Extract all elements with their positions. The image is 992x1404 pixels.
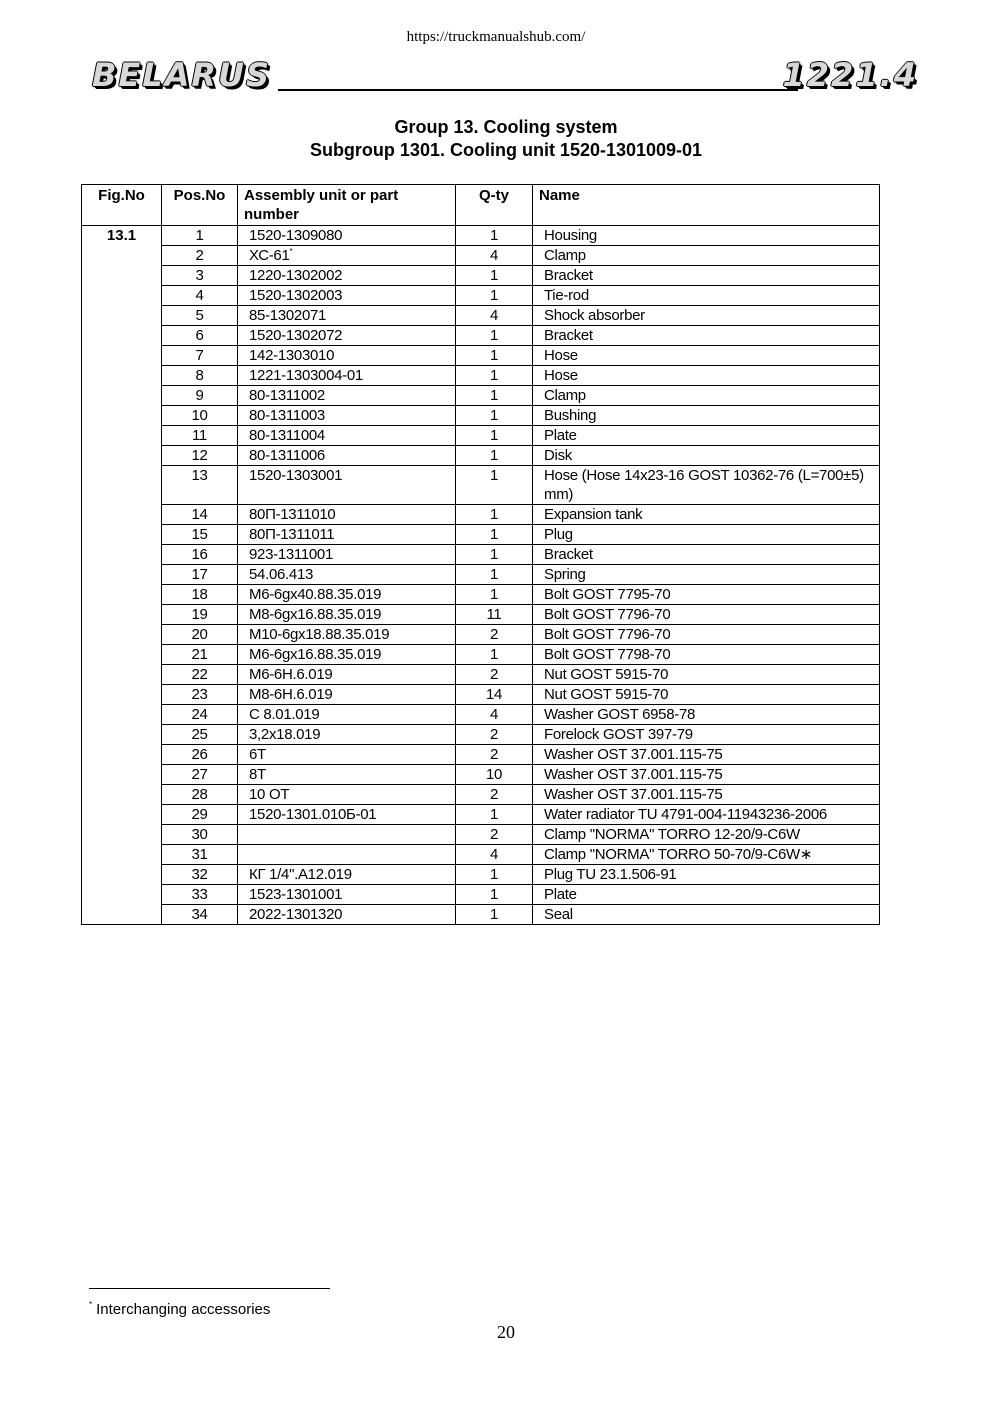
- footnote: [89, 1300, 270, 1318]
- qty-cell: 1: [456, 326, 533, 346]
- part-number-cell: [238, 905, 456, 925]
- name-cell: Plug: [533, 525, 880, 545]
- part-number-cell: [238, 825, 456, 845]
- part-number: 80П-1311010: [249, 506, 336, 523]
- name-cell: Bolt GOST 7795-70: [533, 585, 880, 605]
- name-cell: Bracket: [533, 266, 880, 286]
- table-row: [82, 685, 880, 705]
- part-number-cell: [238, 665, 456, 685]
- part-number-cell: [238, 326, 456, 346]
- table-row: [82, 266, 880, 286]
- table-row: [82, 785, 880, 805]
- brand-logo: BELARUS: [92, 56, 272, 94]
- part-number-cell: [238, 346, 456, 366]
- name-cell: Bolt GOST 7796-70: [533, 605, 880, 625]
- part-number-cell: [238, 685, 456, 705]
- qty-cell: 14: [456, 685, 533, 705]
- pos-cell: 9: [162, 386, 238, 406]
- pos-cell: 13: [162, 466, 238, 505]
- part-number-cell: [238, 366, 456, 386]
- pos-cell: 17: [162, 565, 238, 585]
- name-cell: Housing: [533, 226, 880, 246]
- name-cell: Seal: [533, 905, 880, 925]
- part-number-cell: [238, 446, 456, 466]
- part-number-cell: [238, 565, 456, 585]
- pos-cell: 19: [162, 605, 238, 625]
- name-cell: Bolt GOST 7796-70: [533, 625, 880, 645]
- pos-cell: 11: [162, 426, 238, 446]
- qty-cell: 1: [456, 565, 533, 585]
- pos-cell: 16: [162, 545, 238, 565]
- table-row: [82, 865, 880, 885]
- name-cell: Washer OST 37.001.115-75: [533, 785, 880, 805]
- table-row: [82, 505, 880, 525]
- qty-cell: 2: [456, 725, 533, 745]
- table-row: [82, 466, 880, 505]
- part-number: 1520-1302072: [249, 327, 343, 344]
- table-row: [82, 226, 880, 246]
- name-cell: Disk: [533, 446, 880, 466]
- qty-cell: 1: [456, 446, 533, 466]
- part-number-cell: [238, 386, 456, 406]
- name-cell: Clamp: [533, 246, 880, 266]
- part-number: 54.06.413: [249, 566, 314, 583]
- name-cell: Washer GOST 6958-78: [533, 705, 880, 725]
- name-cell: Tie-rod: [533, 286, 880, 306]
- table-row: [82, 805, 880, 825]
- name-cell: Washer OST 37.001.115-75: [533, 765, 880, 785]
- pos-cell: 29: [162, 805, 238, 825]
- footnote-rule: [89, 1288, 330, 1289]
- table-row: [82, 845, 880, 865]
- pos-cell: 1: [162, 226, 238, 246]
- name-cell: Washer OST 37.001.115-75: [533, 745, 880, 765]
- name-cell: Hose: [533, 366, 880, 386]
- name-cell: Spring: [533, 565, 880, 585]
- col-header-part: Assembly unit or part number: [238, 185, 456, 226]
- pos-cell: 14: [162, 505, 238, 525]
- page-number: 20: [497, 1322, 515, 1342]
- footnote-mark: *: [89, 1300, 93, 1309]
- name-cell: Hose: [533, 346, 880, 366]
- part-number: 1520-1301.010Б-01: [249, 806, 377, 823]
- table-header-row: [82, 185, 880, 226]
- group-title: Group 13. Cooling system: [394, 117, 618, 137]
- pos-cell: 31: [162, 845, 238, 865]
- part-number: М6-6gх40.88.35.019: [249, 586, 382, 603]
- name-cell: Clamp: [533, 386, 880, 406]
- table-row: [82, 525, 880, 545]
- part-number-cell: [238, 505, 456, 525]
- part-number: М8-6gх16.88.35.019: [249, 606, 382, 623]
- fig-number-cell: 13.1: [82, 226, 162, 925]
- qty-cell: 1: [456, 885, 533, 905]
- name-cell: Nut GOST 5915-70: [533, 685, 880, 705]
- pos-cell: 28: [162, 785, 238, 805]
- part-number: 80-1311004: [249, 427, 325, 444]
- pos-cell: 3: [162, 266, 238, 286]
- part-number: 6Т: [249, 746, 266, 763]
- name-cell: Forelock GOST 397-79: [533, 725, 880, 745]
- pos-cell: 34: [162, 905, 238, 925]
- table-row: [82, 246, 880, 266]
- part-number-cell: [238, 805, 456, 825]
- pos-cell: 25: [162, 725, 238, 745]
- qty-cell: 1: [456, 386, 533, 406]
- pos-cell: 5: [162, 306, 238, 326]
- qty-cell: 2: [456, 825, 533, 845]
- part-number-cell: [238, 545, 456, 565]
- qty-cell: 1: [456, 406, 533, 426]
- name-cell: Plate: [533, 426, 880, 446]
- pos-cell: 12: [162, 446, 238, 466]
- table-row: [82, 306, 880, 326]
- qty-cell: 1: [456, 286, 533, 306]
- qty-cell: 1: [456, 585, 533, 605]
- footnote-text: Interchanging accessories: [96, 1301, 271, 1318]
- footnote-marker: *: [289, 247, 293, 256]
- table-row: [82, 446, 880, 466]
- pos-cell: 33: [162, 885, 238, 905]
- part-number-cell: [238, 885, 456, 905]
- table-row: [82, 326, 880, 346]
- table-row: [82, 765, 880, 785]
- qty-cell: 2: [456, 785, 533, 805]
- qty-cell: 1: [456, 505, 533, 525]
- name-cell: Water radiator TU 4791-004-11943236-2006: [533, 805, 880, 825]
- table-row: [82, 286, 880, 306]
- parts-table-body: [82, 226, 880, 925]
- pos-cell: 7: [162, 346, 238, 366]
- table-row: [82, 366, 880, 386]
- name-cell: Clamp "NORMA" TORRO 12-20/9-C6W: [533, 825, 880, 845]
- table-row: [82, 725, 880, 745]
- pos-cell: 8: [162, 366, 238, 386]
- qty-cell: 1: [456, 226, 533, 246]
- header-rule: [278, 89, 798, 91]
- part-number-cell: [238, 785, 456, 805]
- part-number-cell: [238, 765, 456, 785]
- pos-cell: 24: [162, 705, 238, 725]
- pos-cell: 15: [162, 525, 238, 545]
- pos-cell: 10: [162, 406, 238, 426]
- table-row: [82, 645, 880, 665]
- name-cell: Plug TU 23.1.506-91: [533, 865, 880, 885]
- part-number: М8-6Н.6.019: [249, 686, 333, 703]
- table-row: [82, 386, 880, 406]
- table-row: [82, 665, 880, 685]
- table-row: [82, 426, 880, 446]
- part-number-cell: [238, 226, 456, 246]
- pos-cell: 18: [162, 585, 238, 605]
- part-number-cell: [238, 466, 456, 505]
- source-url[interactable]: https://truckmanualshub.com/: [406, 29, 586, 45]
- pos-cell: 32: [162, 865, 238, 885]
- pos-cell: 20: [162, 625, 238, 645]
- table-row: [82, 605, 880, 625]
- qty-cell: 1: [456, 266, 533, 286]
- part-number: 80-1311003: [249, 407, 325, 424]
- qty-cell: 1: [456, 346, 533, 366]
- name-cell: Shock absorber: [533, 306, 880, 326]
- qty-cell: 1: [456, 865, 533, 885]
- part-number: 2022-1301320: [249, 906, 343, 923]
- qty-cell: 2: [456, 625, 533, 645]
- name-cell: Nut GOST 5915-70: [533, 665, 880, 685]
- table-row: [82, 745, 880, 765]
- part-number-cell: [238, 725, 456, 745]
- table-row: [82, 625, 880, 645]
- part-number: КГ 1/4".А12.019: [249, 866, 352, 883]
- pos-cell: 30: [162, 825, 238, 845]
- qty-cell: 4: [456, 845, 533, 865]
- pos-cell: 22: [162, 665, 238, 685]
- part-number: 1221-1303004-01: [249, 367, 363, 384]
- qty-cell: 1: [456, 545, 533, 565]
- part-number: 85-1302071: [249, 307, 327, 324]
- part-number: 80П-1311011: [249, 526, 335, 543]
- table-row: [82, 905, 880, 925]
- part-number-cell: [238, 406, 456, 426]
- pos-cell: 23: [162, 685, 238, 705]
- qty-cell: 1: [456, 645, 533, 665]
- part-number: 1220-1302002: [249, 267, 343, 284]
- part-number-cell: [238, 865, 456, 885]
- table-row: [82, 346, 880, 366]
- qty-cell: 1: [456, 426, 533, 446]
- part-number-cell: [238, 705, 456, 725]
- qty-cell: 2: [456, 665, 533, 685]
- part-number: 1520-1303001: [249, 467, 343, 484]
- part-number-cell: [238, 625, 456, 645]
- qty-cell: 1: [456, 525, 533, 545]
- part-number: 142-1303010: [249, 347, 335, 364]
- pos-cell: 21: [162, 645, 238, 665]
- col-header-qty: Q-ty: [456, 185, 533, 226]
- part-number: 3,2х18.019: [249, 726, 321, 743]
- part-number: 1520-1302003: [249, 287, 343, 304]
- pos-cell: 6: [162, 326, 238, 346]
- qty-cell: 4: [456, 705, 533, 725]
- table-row: [82, 406, 880, 426]
- name-cell: Bushing: [533, 406, 880, 426]
- part-number: 80-1311002: [249, 387, 325, 404]
- part-number-cell: [238, 525, 456, 545]
- table-row: [82, 545, 880, 565]
- part-number: 1523-1301001: [249, 886, 343, 903]
- table-row: [82, 705, 880, 725]
- table-row: [82, 565, 880, 585]
- part-number-cell: [238, 426, 456, 446]
- part-number-cell: [238, 745, 456, 765]
- part-number-cell: [238, 246, 456, 266]
- subgroup-title: Subgroup 1301. Cooling unit 1520-1301009-01: [309, 140, 703, 160]
- part-number-cell: [238, 266, 456, 286]
- part-number-cell: [238, 306, 456, 326]
- part-number: М6-6gх16.88.35.019: [249, 646, 382, 663]
- part-number-cell: [238, 286, 456, 306]
- part-number: 1520-1309080: [249, 227, 343, 244]
- part-number: 923-1311001: [249, 546, 334, 563]
- qty-cell: 1: [456, 466, 533, 505]
- name-cell: Hose (Hose 14x23-16 GOST 10362-76 (L=700±5) mm): [533, 466, 880, 505]
- part-number-cell: [238, 585, 456, 605]
- part-number: ХС-61: [249, 247, 290, 264]
- name-cell: Expansion tank: [533, 505, 880, 525]
- part-number: С 8.01.019: [249, 706, 320, 723]
- name-cell: Plate: [533, 885, 880, 905]
- name-cell: Bolt GOST 7798-70: [533, 645, 880, 665]
- pos-cell: 4: [162, 286, 238, 306]
- qty-cell: 4: [456, 306, 533, 326]
- model-logo: 1221.4: [782, 56, 918, 94]
- table-row: [82, 585, 880, 605]
- parts-table: [81, 184, 880, 925]
- qty-cell: 10: [456, 765, 533, 785]
- qty-cell: 1: [456, 366, 533, 386]
- pos-cell: 26: [162, 745, 238, 765]
- part-number-cell: [238, 605, 456, 625]
- part-number: М6-6Н.6.019: [249, 666, 333, 683]
- name-cell: Bracket: [533, 545, 880, 565]
- part-number-cell: [238, 645, 456, 665]
- table-row: [82, 885, 880, 905]
- col-header-pos: Pos.No: [162, 185, 238, 226]
- part-number: 80-1311006: [249, 447, 325, 464]
- qty-cell: 2: [456, 745, 533, 765]
- col-header-name: Name: [533, 185, 880, 226]
- col-header-fig: Fig.No: [82, 185, 162, 226]
- part-number: 8Т: [249, 766, 266, 783]
- qty-cell: 1: [456, 905, 533, 925]
- table-row: [82, 825, 880, 845]
- part-number: М10-6gх18.88.35.019: [249, 626, 390, 643]
- part-number: 10 ОТ: [249, 786, 290, 803]
- name-cell: Clamp "NORMA" TORRO 50-70/9-C6W∗: [533, 845, 880, 865]
- qty-cell: 4: [456, 246, 533, 266]
- part-number-cell: [238, 845, 456, 865]
- pos-cell: 2: [162, 246, 238, 266]
- name-cell: Bracket: [533, 326, 880, 346]
- qty-cell: 1: [456, 805, 533, 825]
- qty-cell: 11: [456, 605, 533, 625]
- pos-cell: 27: [162, 765, 238, 785]
